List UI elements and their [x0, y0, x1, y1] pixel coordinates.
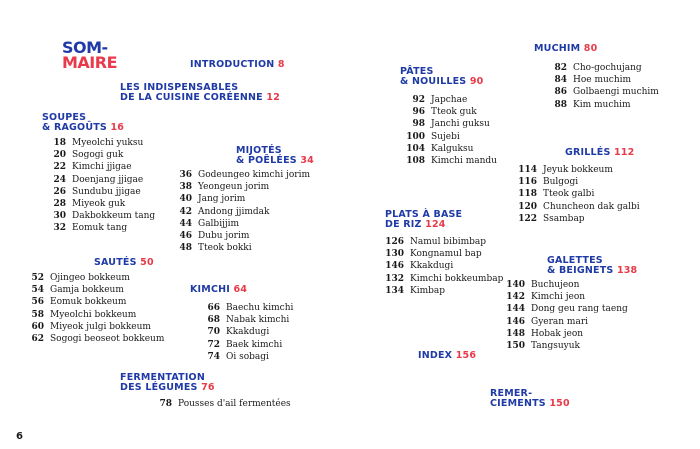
folio-page-number: 6: [16, 431, 23, 442]
toc-entry[interactable]: [503, 316, 628, 328]
toc-entry[interactable]: [22, 284, 164, 296]
toc-entry-page: 96: [412, 107, 425, 118]
heading-page: 64: [233, 284, 248, 295]
toc-entry[interactable]: [44, 161, 155, 173]
section-heading-index[interactable]: [418, 351, 476, 361]
toc-entry-page: 26: [53, 186, 66, 197]
toc-entry-title: Godeungeo kimchi jorim: [198, 170, 311, 180]
recipe-list-muchim: [545, 62, 659, 111]
toc-entry[interactable]: [22, 296, 164, 308]
toc-entry-page: 108: [406, 156, 425, 167]
toc-entry-title: Eomuk bokkeum: [50, 297, 127, 308]
toc-entry[interactable]: [170, 181, 310, 193]
toc-entry-title: Baek kimchi: [226, 339, 283, 350]
toc-entry-page: 122: [518, 213, 537, 224]
toc-entry-page: 46: [179, 231, 192, 242]
toc-entry-title: Kkakdugi: [226, 327, 270, 338]
toc-entry[interactable]: [150, 398, 291, 410]
toc-entry-title: Yeongeun jorim: [198, 182, 270, 193]
section-heading-indispensables[interactable]: [120, 83, 280, 103]
toc-entry-page: 130: [385, 249, 404, 260]
toc-entry-title: Miyeok julgi bokkeum: [50, 321, 151, 332]
toc-entry-page: 42: [179, 206, 192, 217]
page-title-line1: SOM-: [62, 38, 108, 57]
recipe-list-fermentation: [150, 398, 291, 410]
toc-entry[interactable]: [403, 155, 497, 167]
heading-label: FERMENTATION: [120, 372, 205, 383]
toc-entry[interactable]: [382, 285, 503, 297]
toc-entry[interactable]: [198, 351, 293, 363]
toc-entry[interactable]: [545, 99, 659, 111]
heading-page: 16: [110, 122, 125, 133]
toc-entry[interactable]: [198, 326, 293, 338]
toc-entry[interactable]: [22, 321, 164, 333]
toc-entry-page: 144: [506, 304, 525, 315]
toc-entry-page: 56: [31, 297, 44, 308]
toc-entry-title: Kim muchim: [573, 99, 631, 110]
heading-label: GRILLÉS: [565, 147, 611, 158]
toc-entry[interactable]: [170, 169, 310, 181]
toc-entry[interactable]: [44, 186, 155, 198]
toc-entry-page: 72: [207, 339, 220, 350]
toc-entry[interactable]: [503, 340, 628, 352]
toc-entry-title: Kimchi jjigae: [72, 162, 132, 173]
toc-entry[interactable]: [44, 137, 155, 149]
toc-entry-title: Baechu kimchi: [226, 303, 294, 313]
heading-label: SOUPES: [42, 112, 87, 123]
heading-label: GALETTES: [547, 255, 603, 266]
toc-entry-page: 148: [506, 328, 525, 339]
toc-entry-title: Galbijjim: [198, 218, 240, 229]
toc-entry-title: Myeolchi bokkeum: [50, 309, 137, 320]
toc-entry-page: 66: [207, 303, 220, 313]
toc-entry-title: Andong jjimdak: [198, 206, 270, 217]
toc-entry-title: Myeolchi yuksu: [72, 138, 144, 148]
toc-entry[interactable]: [22, 309, 164, 321]
heading-label-2: DE RIZ: [385, 219, 422, 230]
toc-entry-title: Eomuk tang: [72, 223, 128, 234]
toc-entry-title: Sogogi guk: [72, 150, 124, 161]
toc-entry[interactable]: [545, 74, 659, 86]
toc-entry-page: 60: [31, 321, 44, 332]
toc-entry-title: Tteok bokki: [198, 243, 252, 254]
recipe-list-kimchi: [198, 302, 293, 363]
toc-entry[interactable]: [503, 279, 628, 291]
section-heading-kimchi[interactable]: [190, 285, 247, 295]
toc-entry-title: Chuncheon dak galbi: [543, 201, 640, 212]
toc-entry-title: Gamja bokkeum: [50, 285, 124, 296]
toc-entry-title: Oi sobagi: [226, 351, 269, 362]
toc-entry[interactable]: [198, 302, 293, 314]
recipe-list-plats: [382, 236, 503, 297]
toc-entry-page: 88: [554, 99, 567, 110]
recipe-list-soupes: [44, 137, 155, 235]
section-heading-soupes[interactable]: [42, 113, 124, 133]
toc-entry-page: 52: [31, 273, 44, 283]
toc-entry-title: Namul bibimbap: [410, 237, 487, 247]
toc-entry-title: Pousses d'ail fermentées: [178, 399, 291, 409]
toc-entry-title: Jeyuk bokkeum: [543, 165, 613, 175]
toc-entry[interactable]: [22, 333, 164, 345]
toc-entry-title: Kimchi bokkeumbap: [410, 273, 504, 284]
toc-entry-page: 146: [385, 261, 404, 272]
recipe-list-galettes: [503, 279, 628, 352]
toc-entry[interactable]: [403, 131, 497, 143]
toc-entry-page: 150: [506, 341, 525, 352]
toc-entry-title: Japchae: [431, 95, 468, 105]
toc-entry-title: Buchujeon: [531, 280, 580, 290]
heading-page: 90: [469, 76, 484, 87]
toc-entry-page: 134: [385, 285, 404, 296]
section-heading-remerciements[interactable]: [490, 389, 570, 409]
toc-entry-page: 28: [53, 199, 66, 210]
toc-entry[interactable]: [403, 118, 497, 130]
toc-entry-title: Doenjang jjigae: [72, 174, 144, 185]
toc-entry-title: Cho-gochujang: [573, 63, 642, 73]
toc-entry-title: Golbaengi muchim: [573, 87, 659, 98]
heading-label: SAUTÉS: [94, 257, 137, 268]
heading-label-2: DE LA CUISINE CORÉENNE: [120, 92, 263, 103]
toc-entry-title: Dong geu rang taeng: [531, 304, 628, 315]
toc-entry-title: Tangsuyuk: [531, 341, 580, 352]
toc-entry-page: 24: [53, 174, 66, 185]
toc-entry[interactable]: [515, 201, 640, 213]
toc-entry-title: Nabak kimchi: [226, 315, 290, 326]
toc-entry-page: 84: [554, 75, 567, 86]
recipe-list-pates: [403, 94, 497, 167]
toc-entry-title: Hobak jeon: [531, 328, 584, 339]
toc-entry[interactable]: [515, 213, 640, 225]
toc-entry[interactable]: [44, 174, 155, 186]
recipe-list-mijotes: [170, 169, 310, 254]
toc-entry-page: 54: [31, 285, 44, 296]
toc-entry-page: 44: [179, 218, 192, 229]
toc-entry[interactable]: [44, 210, 155, 222]
section-heading-pates[interactable]: [400, 67, 483, 87]
heading-page: 138: [616, 265, 638, 276]
toc-entry[interactable]: [503, 328, 628, 340]
toc-entry-page: 48: [179, 243, 192, 254]
toc-entry[interactable]: [382, 260, 503, 272]
toc-entry[interactable]: [44, 149, 155, 161]
section-heading-sautes[interactable]: [94, 258, 154, 268]
toc-entry[interactable]: [170, 206, 310, 218]
toc-entry[interactable]: [515, 176, 640, 188]
toc-entry[interactable]: [403, 106, 497, 118]
heading-page: 156: [455, 350, 477, 361]
toc-entry[interactable]: [403, 143, 497, 155]
toc-entry[interactable]: [170, 230, 310, 242]
heading-label-2: CIEMENTS: [490, 398, 546, 409]
toc-entry-page: 98: [412, 119, 425, 130]
section-heading-plats[interactable]: [385, 210, 462, 230]
toc-entry[interactable]: [170, 193, 310, 205]
toc-entry-page: 38: [179, 182, 192, 193]
toc-entry-title: Dubu jorim: [198, 231, 250, 242]
section-heading-grilles[interactable]: [565, 148, 634, 158]
toc-entry-title: Ojingeo bokkeum: [50, 273, 130, 283]
toc-entry-title: Hoe muchim: [573, 75, 632, 86]
heading-page: 124: [425, 219, 446, 230]
heading-label: KIMCHI: [190, 284, 231, 295]
toc-entry-page: 68: [207, 315, 220, 326]
toc-entry-page: 22: [53, 162, 66, 173]
heading-label-2: & NOUILLES: [400, 76, 467, 87]
heading-page: 8: [277, 59, 285, 70]
toc-entry-title: Gyeran mari: [531, 316, 589, 327]
toc-entry[interactable]: [382, 273, 503, 285]
toc-entry-title: Sogogi beoseot bokkeum: [50, 334, 165, 345]
toc-entry[interactable]: [403, 94, 497, 106]
toc-entry-page: 30: [53, 211, 66, 222]
heading-label: PÂTES: [400, 66, 434, 77]
toc-entry[interactable]: [198, 314, 293, 326]
recipe-list-sautes: [22, 272, 164, 345]
toc-entry[interactable]: [22, 272, 164, 284]
heading-label-2: & RAGOÛTS: [42, 122, 107, 133]
toc-entry-title: Kimchi jeon: [531, 292, 586, 303]
toc-entry-page: 118: [518, 189, 537, 200]
toc-entry-page: 92: [412, 95, 425, 105]
heading-page: 50: [140, 257, 154, 268]
toc-entry-page: 58: [31, 309, 44, 320]
toc-entry-title: Kimchi mandu: [431, 156, 497, 167]
heading-page: 112: [614, 147, 635, 158]
toc-entry-page: 104: [406, 143, 425, 154]
toc-entry-page: 120: [518, 201, 537, 212]
heading-page: 12: [266, 92, 281, 103]
section-heading-mijotes[interactable]: [236, 146, 314, 166]
toc-entry-page: 126: [385, 237, 404, 247]
toc-entry-title: Miyeok guk: [72, 199, 126, 210]
toc-entry[interactable]: [503, 291, 628, 303]
toc-entry-page: 116: [518, 177, 537, 188]
toc-entry-title: Tteok guk: [431, 107, 477, 118]
toc-entry[interactable]: [44, 198, 155, 210]
heading-label: MUCHIM: [534, 43, 581, 54]
toc-entry-title: Tteok galbi: [543, 189, 595, 200]
toc-entry-page: 100: [406, 131, 425, 142]
toc-entry[interactable]: [170, 242, 310, 254]
toc-entry-page: 142: [506, 292, 525, 303]
page-title-line2: MAIRE: [62, 53, 118, 72]
section-heading-galettes[interactable]: [547, 256, 637, 276]
toc-entry[interactable]: [198, 339, 293, 351]
toc-entry-title: Kongnamul bap: [410, 249, 482, 260]
toc-entry-title: Sundubu jjigae: [72, 186, 141, 197]
toc-entry[interactable]: [515, 188, 640, 200]
heading-label-2: & BEIGNETS: [547, 265, 614, 276]
toc-entry-title: Kalguksu: [431, 143, 474, 154]
toc-entry-title: Ssambap: [543, 213, 585, 224]
toc-entry[interactable]: [382, 248, 503, 260]
toc-entry-page: 146: [506, 316, 525, 327]
heading-page: 34: [300, 155, 314, 166]
toc-entry[interactable]: [515, 164, 640, 176]
toc-entry[interactable]: [44, 222, 155, 234]
heading-label-2: & POÊLÉES: [236, 155, 297, 166]
toc-entry-title: Janchi guksu: [431, 119, 490, 130]
toc-entry-page: 70: [207, 327, 220, 338]
heading-label-2: DES LÉGUMES: [120, 382, 198, 393]
toc-entry-title: Sujebi: [431, 131, 460, 142]
page-title: [62, 40, 117, 70]
heading-label: MIJOTÉS: [236, 145, 282, 156]
toc-entry-page: 86: [554, 87, 567, 98]
heading-page: 80: [583, 43, 598, 54]
toc-entry[interactable]: [503, 303, 628, 315]
toc-entry[interactable]: [545, 86, 659, 98]
toc-entry-page: 40: [179, 194, 192, 205]
toc-entry-page: 36: [179, 170, 192, 180]
toc-entry-title: Bulgogi: [543, 177, 579, 188]
toc-entry-page: 82: [554, 63, 567, 73]
toc-entry-page: 114: [518, 165, 537, 175]
toc-entry-page: 74: [207, 351, 220, 362]
toc-entry-page: 62: [31, 334, 44, 345]
toc-entry-page: 132: [385, 273, 404, 284]
toc-entry[interactable]: [170, 218, 310, 230]
heading-label: REMER-: [490, 388, 533, 399]
toc-entry-title: Kkakdugi: [410, 261, 454, 272]
heading-page: 150: [549, 398, 570, 409]
heading-label: PLATS À BASE: [385, 209, 463, 220]
heading-page: 76: [201, 382, 215, 393]
toc-entry-page: 78: [159, 399, 172, 409]
toc-entry-page: 20: [53, 150, 66, 161]
heading-label: INDEX: [418, 350, 453, 361]
heading-label: LES INDISPENSABLES: [120, 82, 239, 93]
toc-entry-page: 32: [53, 223, 66, 234]
toc-entry[interactable]: [382, 236, 503, 248]
toc-entry-title: Kimbap: [410, 285, 446, 296]
toc-entry-page: 18: [53, 138, 66, 148]
toc-entry-title: Jang jorim: [198, 194, 246, 205]
toc-entry[interactable]: [545, 62, 659, 74]
toc-entry-title: Dakbokkeum tang: [72, 211, 156, 222]
section-heading-muchim[interactable]: [534, 44, 597, 54]
recipe-list-grilles: [515, 164, 640, 225]
section-heading-fermentation[interactable]: [120, 373, 215, 393]
heading-label: INTRODUCTION: [190, 59, 275, 70]
section-heading-introduction[interactable]: [190, 60, 285, 70]
toc-entry-page: 140: [506, 280, 525, 290]
